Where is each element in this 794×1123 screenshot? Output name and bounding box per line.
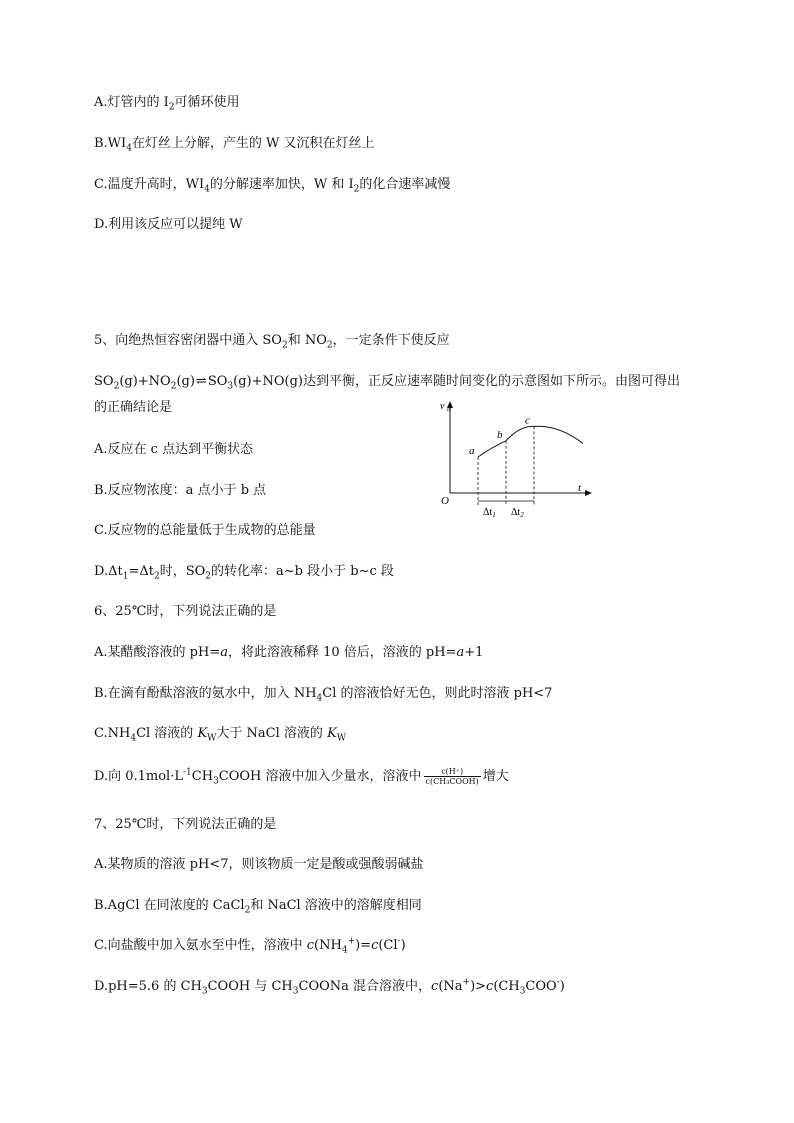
q5-stem-line2: $SO_2(g)+NO_2(g)\rightleftharpoons SO_3(g)+NO(g)$达到平衡，正反应速率随时间变化的示意图如下所示。由图可得出 <box>94 374 680 392</box>
point-label-c: c <box>525 414 530 427</box>
rate-curve <box>478 426 583 457</box>
point-label-b: b <box>497 428 503 441</box>
q4-option-c: C.温度升高时，$WI_4$的分解速率加快，W 和 $I_2$的化合速率减慢 <box>94 177 451 195</box>
q7-option-a: A.某物质的溶液 pH<7，则该物质一定是酸或强酸弱碱盐 <box>94 857 424 872</box>
q5-option-a: A.反应在 c 点达到平衡状态 <box>94 442 254 457</box>
q5-option-b: B.反应物浓度：a 点小于 b 点 <box>94 483 267 498</box>
q6-option-b: B.在滴有酚酞溶液的氨水中，加入 $NH_4Cl$ 的溶液恰好无色，则此时溶液 pH<7 <box>94 686 553 704</box>
v-axis-sub: 正 <box>446 406 453 413</box>
point-label-a: a <box>469 445 475 457</box>
origin-label: O <box>441 495 449 507</box>
equilibrium-arrow-icon: ⇌ <box>195 374 207 389</box>
dt2-label: $\Delta t_2$ <box>511 507 524 519</box>
q6-option-d: D.向 $0.1mol\cdot L^{-1}CH_3COOH$ 溶液中加入少量水，溶液中 $\frac{c(H^+)}{\text{c(CH₃COOH)}}$ 增大 <box>94 767 509 787</box>
q7-stem: 7、25℃时，下列说法正确的是 <box>94 817 277 832</box>
q7-option-c: C.向盐酸中加入氨水至中性，溶液中 $c(NH_4^+)=c(Cl^-)$ <box>94 936 406 956</box>
q5-stem-line1: 5、向绝热恒容密闭器中通入 $SO_2$和 $NO_2$，一定条件下使反应 <box>94 333 450 351</box>
v-axis-label: v <box>440 401 445 412</box>
q7-option-d: D.pH=5.6 的 $CH_3COOH$ 与 $CH_3COONa$ 混合溶液中，$c(Na^+)>c(CH_3COO^-)$ <box>94 977 565 997</box>
q4-option-a: A.灯管内的 $I_2$可循环使用 <box>94 95 240 113</box>
q4-option-d: D.利用该反应可以提纯 W <box>94 217 243 232</box>
q5-stem-line3: 的正确结论是 <box>94 400 173 415</box>
q6-option-a: A.某醋酸溶液的 pH=a，将此溶液稀释 10 倍后，溶液的 pH=a+1 <box>94 645 484 660</box>
q7-option-b: B.AgCl 在同浓度的 CaCl$_2$和 NaCl 溶液中的溶解度相同 <box>94 898 422 916</box>
concentration-fraction: $\frac{c(H^+)}{\text{c(CH₃COOH)}}$ <box>425 767 479 786</box>
dt1-label: $\Delta t_1$ <box>483 507 496 519</box>
t-axis-arrow-icon <box>585 490 592 496</box>
q5-option-d: $D.\Delta t_1=\Delta t_2$时，$SO_2$的转化率：a~b 段小于 b~c 段 <box>94 564 394 582</box>
q4-option-b: $B.WI_4$在灯丝上分解，产生的 W 又沉积在灯丝上 <box>94 136 375 154</box>
q6-stem: 6、25℃时，下列说法正确的是 <box>94 604 277 619</box>
q5-option-c: C.反应物的总能量低于生成物的总能量 <box>94 523 316 538</box>
rate-time-figure <box>440 395 600 520</box>
t-axis-label: t <box>578 482 582 494</box>
q6-option-c: $C.NH_4Cl$ 溶液的 $K_W$大于 NaCl 溶液的 $K_W$ <box>94 726 347 744</box>
